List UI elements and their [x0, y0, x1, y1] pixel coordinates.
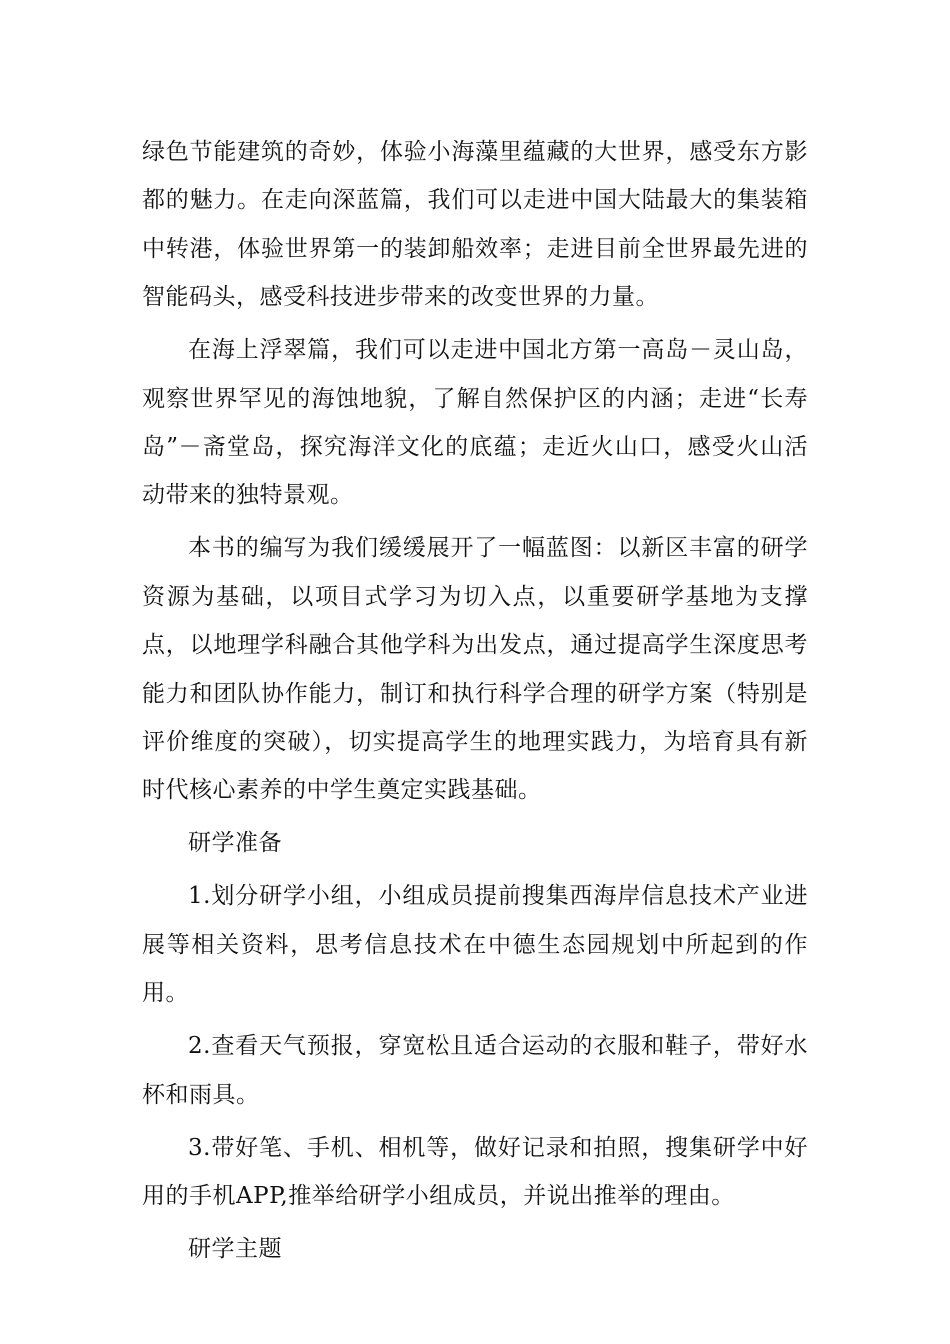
list-item-preparation-2: 2.查看天气预报，穿宽松且适合运动的衣服和鞋子，带好水杯和雨具。: [142, 1033, 808, 1108]
section-heading-preparation: 研学准备: [188, 830, 282, 857]
section-heading-theme: 研学主题: [188, 1236, 282, 1263]
list-item-preparation-3: 3.带好笔、手机、相机等，做好记录和拍照，搜集研学中好用的手机APP,推举给研学小组成员，并说出推举的理由。: [142, 1134, 808, 1210]
paragraph-continuation: 绿色节能建筑的奇妙，体验小海藻里蕴藏的大世界，感受东方影都的魅力。在走向深蓝篇，我们可以走进中国大陆最大的集装箱中转港，体验世界第一的装卸船效率；走进目前全世界最先进的智能码头，感受科技进步带来的改变世界的力量。: [142, 139, 808, 311]
list-item-preparation-1: 1.划分研学小组，小组成员提前搜集西海岸信息技术产业进展等相关资料，思考信息技术在中德生态园规划中所起到的作用。: [142, 883, 808, 1007]
paragraph-sea-emerald-chapter: 在海上浮翠篇，我们可以走进中国北方第一高岛－灵山岛，观察世界罕见的海蚀地貌，了解自然保护区的内涵；走进“长寿岛”－斋堂岛，探究海洋文化的底蕴；走近火山口，感受火山活动带来的独特景观。: [142, 337, 808, 509]
paragraph-book-blueprint: 本书的编写为我们缓缓展开了一幅蓝图：以新区丰富的研学资源为基础，以项目式学习为切入点，以重要研学基地为支撑点，以地理学科融合其他学科为出发点，通过提高学生深度思考能力和团队协作能力，制订和执行科学合理的研学方案（特别是评价维度的突破），切实提高学生的地理实践力，为培育具有新时代核心素养的中学生奠定实践基础。: [142, 535, 808, 804]
document-body: [142, 128, 808, 1274]
